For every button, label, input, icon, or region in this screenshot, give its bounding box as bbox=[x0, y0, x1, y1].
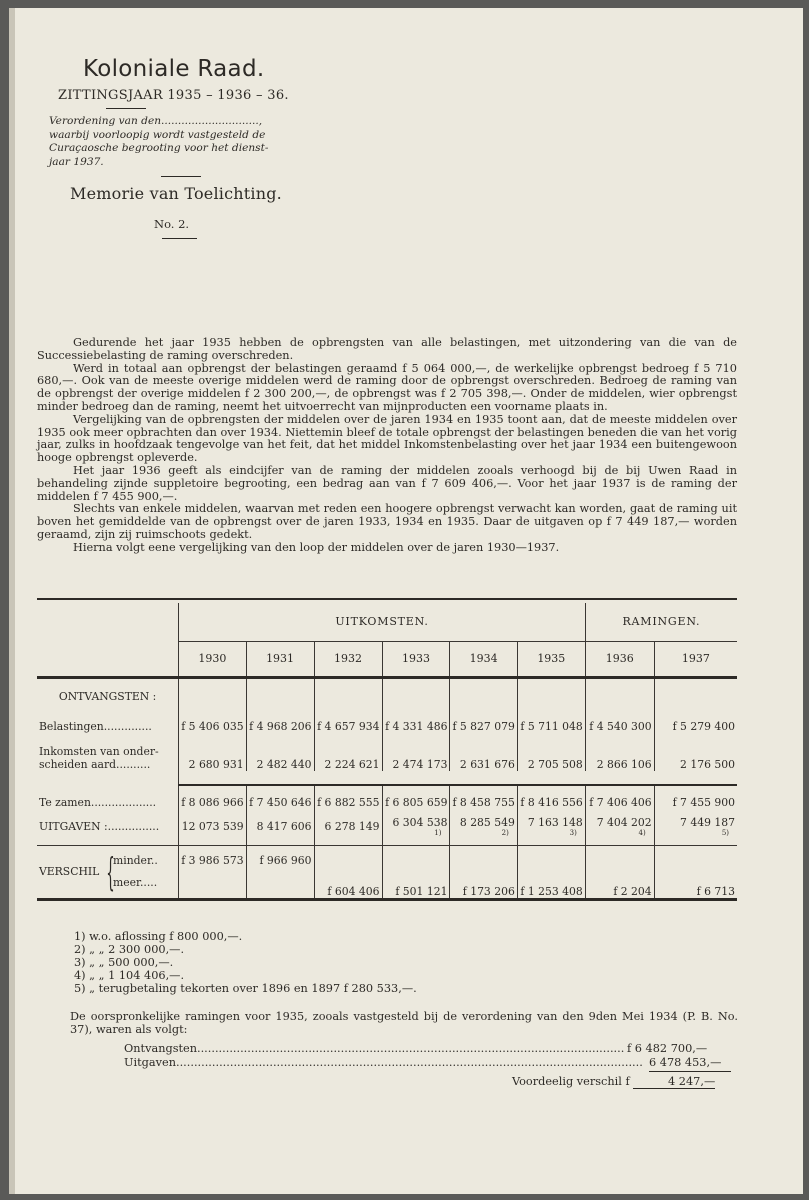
table-cell: f 1 253 408 bbox=[517, 875, 585, 899]
table-cell: f 604 406 bbox=[314, 875, 382, 899]
table-cell bbox=[654, 809, 737, 845]
table-cell bbox=[517, 845, 585, 875]
cell-value: 8 417 606 bbox=[256, 820, 312, 834]
cell-value: 6 304 538 bbox=[392, 816, 448, 830]
row-label-line: scheiden aard.......... bbox=[39, 758, 151, 771]
table-cell: f 4 540 300 bbox=[585, 703, 654, 733]
table-cell bbox=[450, 845, 517, 875]
cell-value: 12 073 539 bbox=[181, 820, 244, 834]
page-spine bbox=[9, 8, 15, 1194]
table-cell bbox=[585, 809, 654, 845]
ledger-label: Uitgaven bbox=[124, 1056, 176, 1069]
paragraph: Hierna volgt eene vergelijking van den loop der middelen over de jaren 1930—1937. bbox=[73, 540, 560, 554]
ordinance-line: waarbij voorloopig wordt vastgesteld de bbox=[49, 128, 266, 141]
year-cell: 1933 bbox=[382, 641, 450, 677]
ordinance-caption bbox=[49, 115, 319, 169]
cell-value: 6 278 149 bbox=[324, 820, 380, 834]
footnote: 2) „ „ 2 300 000,—. bbox=[74, 943, 185, 956]
dot-leader: .................................................................................................................................. bbox=[175, 1056, 643, 1069]
document-page bbox=[9, 8, 803, 1194]
footnote: 3) „ „ 500 000,—. bbox=[74, 956, 174, 969]
revenue-comparison-table bbox=[37, 598, 737, 901]
uitkomsten-header: UITKOMSTEN. bbox=[179, 603, 586, 641]
meer-label: meer..... bbox=[113, 875, 158, 889]
table-row bbox=[37, 677, 737, 703]
table-cell: f 7 450 646 bbox=[246, 785, 314, 809]
row-label-line: Inkomsten van onder- bbox=[39, 745, 159, 758]
row-label: Te zamen................... bbox=[39, 796, 157, 809]
table-cell: f 8 086 966 bbox=[179, 785, 246, 809]
table-cell: f 6 713 bbox=[654, 875, 737, 899]
table-row-tezamen bbox=[37, 785, 737, 809]
table-cell: f 5 279 400 bbox=[654, 703, 737, 733]
ontvangsten-label: ONTVANGSTEN : bbox=[58, 690, 157, 703]
footnotes bbox=[74, 930, 417, 995]
table-cell bbox=[246, 809, 314, 845]
table-cell bbox=[517, 809, 585, 845]
ledger-line-voordeelig bbox=[512, 1075, 715, 1089]
paragraph: Slechts van enkele middelen, waarvan met reden een hoogere opbrengst verwacht kan worden, gaat de raming uit boven het gemiddelde van de opbrengst over de jaren 1933, 1934 en 1935. Daar de uitgaven op f 7 449 187,— worden geraamd, zijn zij ruimschoots gedekt. bbox=[37, 502, 737, 541]
ledger-line-ontvangsten bbox=[124, 1042, 707, 1055]
ledger-value: 4 247,— bbox=[633, 1075, 715, 1089]
divider bbox=[161, 176, 201, 177]
row-label: UITGAVEN :............... bbox=[37, 809, 179, 845]
table-cell: f 2 204 bbox=[585, 875, 654, 899]
table-cell: 2 224 621 bbox=[314, 733, 382, 771]
row-label bbox=[37, 733, 179, 771]
year-cell: 1932 bbox=[314, 641, 382, 677]
table-row-inkomsten bbox=[37, 733, 737, 771]
paragraph: Vergelijking van de opbrengsten der middelen over de jaren 1934 en 1935 toont aan, dat de meeste middelen over 1935 ook meer opbrachten dan over 1934. Niettemin bleef de totale opbrengst der belastingen beneden die van het vorig jaar, zulks in hoofdzaak tengevolge van het feit, dat het middel Inkomstenbelasting over het jaar 1934 een buitengewoon hooge opbrengst opleverde. bbox=[37, 412, 737, 465]
year-cell: 1934 bbox=[450, 641, 517, 677]
footnote-ref: 3) bbox=[569, 829, 577, 838]
cell-value: 7 404 202 bbox=[596, 816, 652, 830]
footnote-ref: 4) bbox=[638, 829, 646, 838]
year-header-row bbox=[37, 641, 737, 677]
table-cell: f 4 331 486 bbox=[382, 703, 450, 733]
closing-paragraph: De oorspronkelijke ramingen voor 1935, zooals vastgesteld bij de verordening van den 9den Mei 1934 (P. B. No. 37), waren als volgt: bbox=[70, 1010, 738, 1036]
divider bbox=[106, 108, 146, 109]
footnote-ref: 5) bbox=[721, 829, 729, 838]
table-row-minder bbox=[37, 845, 737, 875]
table-cell: f 3 986 573 bbox=[179, 845, 246, 875]
memorie-heading: Memorie van Toelichting. bbox=[70, 184, 282, 203]
table-cell bbox=[314, 809, 382, 845]
paragraph: Werd in totaal aan opbrengst der belastingen geraamd f 5 064 000,—, de werkelijke opbrengst bedroeg f 5 710 680,—. Ook van de meeste overige middelen werd de raming door de opbrengst overschreden. Bedroeg de raming van de opbrengst der overige middelen f 2 300 200,—, de opbrengst was f 2 705 398,—. Onder de middelen, wier opbrengst minder bedroeg dan de raming, neemt het uitvoerrecht van mijnproducten een voorname plaats in. bbox=[37, 361, 737, 413]
council-title: Koloniale Raad. bbox=[83, 56, 265, 82]
year-cell: 1931 bbox=[246, 641, 314, 677]
ledger-value: 6 478 453,— bbox=[648, 1056, 722, 1069]
table-cell bbox=[382, 845, 450, 875]
year-cell: 1930 bbox=[179, 641, 246, 677]
table-cell bbox=[314, 845, 382, 875]
ordinance-line: jaar 1937. bbox=[49, 155, 104, 168]
table-cell: f 4 968 206 bbox=[246, 703, 314, 733]
document-number: No. 2. bbox=[154, 217, 190, 231]
footnote-ref: 2) bbox=[501, 829, 509, 838]
ledger-line-uitgaven bbox=[124, 1056, 721, 1069]
table-cell: 2 474 173 bbox=[382, 733, 450, 771]
table-cell: f 4 657 934 bbox=[314, 703, 382, 733]
table-cell: f 5 406 035 bbox=[179, 703, 246, 733]
table-cell: 2 866 106 bbox=[585, 733, 654, 771]
table-cell: f 6 882 555 bbox=[314, 785, 382, 809]
table-cell: 2 176 500 bbox=[654, 733, 737, 771]
footnote: 1) w.o. aflossing f 800 000,—. bbox=[74, 930, 243, 943]
ledger-value: f 6 482 700,— bbox=[627, 1042, 708, 1055]
table-cell: f 5 827 079 bbox=[450, 703, 517, 733]
row-label: Belastingen.............. bbox=[39, 720, 152, 733]
table-cell: f 6 805 659 bbox=[382, 785, 450, 809]
paragraph: Het jaar 1936 geeft als eindcijfer van de raming der middelen zooals verhoogd bij de bij Uwen Raad in behandeling zijnde suppletoire begrooting, een bedrag aan van f 7 609 406,—. Voor het jaar 1937 is de raming der middelen f 7 455 900,—. bbox=[37, 463, 737, 503]
table-cell: 2 482 440 bbox=[246, 733, 314, 771]
table-cell: f 966 960 bbox=[246, 845, 314, 875]
paragraph: Gedurende het jaar 1935 hebben de opbrengsten van alle belastingen, met uitzondering van die van de Successiebelasting de raming overschreden. bbox=[37, 336, 737, 362]
dot-leader: ....................................................................................................................... bbox=[197, 1042, 625, 1055]
table-row-belastingen bbox=[37, 703, 737, 733]
cell-value: 8 285 549 bbox=[459, 816, 515, 830]
table-cell bbox=[179, 809, 246, 845]
table-cell: 2 680 931 bbox=[179, 733, 246, 771]
divider bbox=[162, 238, 197, 239]
ordinance-line: Verordening van den............................., bbox=[49, 115, 263, 127]
table-cell bbox=[382, 809, 450, 845]
verschil-label: VERSCHIL bbox=[39, 865, 100, 878]
table-cell: 2 705 508 bbox=[517, 733, 585, 771]
table-group-header bbox=[37, 603, 737, 641]
footnote-ref: 1) bbox=[434, 829, 442, 838]
explanation-text bbox=[37, 337, 737, 555]
ramingen-header: RAMINGEN. bbox=[585, 603, 737, 641]
ledger-label: Ontvangsten bbox=[124, 1042, 197, 1055]
table-cell: f 7 455 900 bbox=[654, 785, 737, 809]
year-cell: 1937 bbox=[654, 641, 737, 677]
ordinance-line: Curaçaosche begrooting voor het dienst- bbox=[49, 142, 269, 155]
table-row-uitgaven bbox=[37, 809, 737, 845]
footnote: 5) „ terugbetaling tekorten over 1896 en 1897 f 280 533,—. bbox=[74, 982, 417, 995]
table-cell bbox=[654, 845, 737, 875]
table-cell: f 8 416 556 bbox=[517, 785, 585, 809]
table-cell: f 501 121 bbox=[382, 875, 450, 899]
table-cell: f 8 458 755 bbox=[450, 785, 517, 809]
table-cell bbox=[179, 875, 246, 899]
year-cell: 1935 bbox=[517, 641, 585, 677]
table-cell: 2 631 676 bbox=[450, 733, 517, 771]
table-cell bbox=[450, 809, 517, 845]
cell-value: 7 163 148 bbox=[527, 816, 583, 830]
table-cell bbox=[246, 875, 314, 899]
brace-icon: { bbox=[106, 849, 115, 894]
footnote: 4) „ „ 1 104 406,—. bbox=[74, 969, 185, 982]
divider bbox=[649, 1071, 731, 1072]
table-cell: f 7 406 406 bbox=[585, 785, 654, 809]
minder-label: minder.. bbox=[113, 853, 158, 867]
year-cell: 1936 bbox=[585, 641, 654, 677]
cell-value: 7 449 187 bbox=[680, 816, 735, 830]
table-cell: f 5 711 048 bbox=[517, 703, 585, 733]
ledger-label: Voordeelig verschil f bbox=[512, 1075, 630, 1088]
table-cell: f 173 206 bbox=[450, 875, 517, 899]
table-cell bbox=[585, 845, 654, 875]
session-year: ZITTINGSJAAR 1935 – 1936 – 36. bbox=[58, 88, 289, 103]
verschil-label-cell bbox=[37, 845, 179, 899]
